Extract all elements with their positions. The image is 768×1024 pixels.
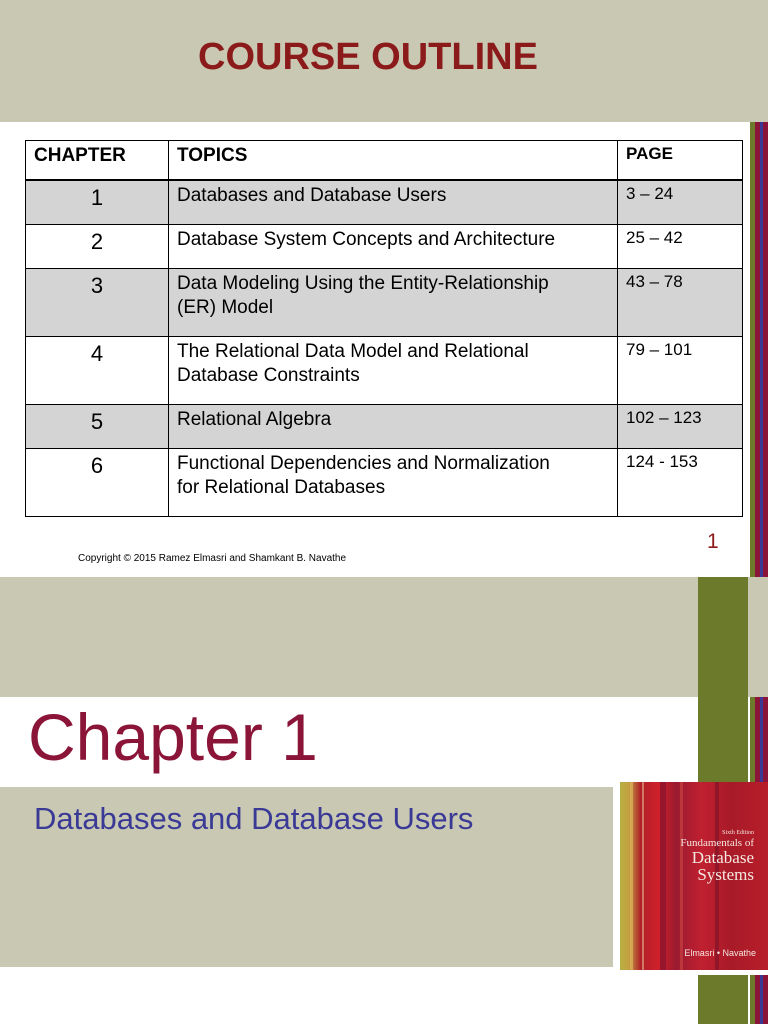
header-chapter: CHAPTER	[26, 141, 169, 181]
topic-text-continued: (ER) Model	[177, 296, 274, 318]
book-title-line: Database	[691, 848, 754, 867]
chapter-number: 4	[26, 336, 169, 404]
chapter-number: 5	[26, 404, 169, 448]
decorative-olive-block	[698, 577, 748, 783]
topic-text: Data Modeling Using the Entity-Relationship	[177, 272, 549, 294]
topic-text-continued: Database Constraints	[177, 364, 360, 386]
course-outline-table	[25, 140, 743, 517]
chapter-subtitle: Databases and Database Users	[34, 801, 474, 836]
book-title-line: Fundamentals of	[680, 837, 754, 849]
slide-title: COURSE OUTLINE	[198, 36, 538, 78]
chapter-number: 2	[26, 224, 169, 268]
table-row	[26, 224, 743, 268]
table-header-row	[26, 141, 743, 181]
topic-text: Functional Dependencies and Normalization	[177, 452, 550, 474]
book-edition: Sixth Edition	[722, 830, 754, 836]
topic-text: The Relational Data Model and Relational	[177, 340, 529, 362]
topic-text: Database System Concepts and Architecture	[177, 228, 556, 250]
book-cover-title	[680, 830, 754, 883]
topic-cell	[169, 336, 618, 404]
decorative-stripes	[750, 122, 768, 577]
chapter-title: Chapter 1	[28, 700, 318, 774]
topic-cell	[169, 180, 618, 224]
slide-header-band	[0, 577, 696, 697]
chapter-number: 1	[26, 180, 169, 224]
topic-cell	[169, 404, 618, 448]
page-range: 43 – 78	[618, 268, 743, 336]
table-row	[26, 336, 743, 404]
table-row	[26, 404, 743, 448]
page-range: 3 – 24	[618, 180, 743, 224]
topic-cell	[169, 448, 618, 516]
table-row	[26, 268, 743, 336]
header-page: PAGE	[618, 141, 743, 181]
slide-chapter-1	[0, 577, 768, 1024]
chapter-number: 3	[26, 268, 169, 336]
page-range: 79 – 101	[618, 336, 743, 404]
table-row	[26, 448, 743, 516]
topic-text: Relational Algebra	[177, 408, 332, 430]
topic-text-continued: for Relational Databases	[177, 476, 386, 498]
header-topics: TOPICS	[169, 141, 618, 181]
page-range: 25 – 42	[618, 224, 743, 268]
page-range: 124 - 153	[618, 448, 743, 516]
topic-cell	[169, 268, 618, 336]
slide-number: 1	[707, 530, 719, 553]
book-title-line: Systems	[697, 865, 754, 884]
topic-text: Databases and Database Users	[177, 185, 447, 206]
page-range: 102 – 123	[618, 404, 743, 448]
chapter-number: 6	[26, 448, 169, 516]
decorative-olive-block	[698, 975, 748, 1024]
book-authors: Elmasri • Navathe	[684, 948, 756, 958]
table-row	[26, 180, 743, 224]
decorative-stripes	[750, 697, 768, 783]
topic-cell	[169, 224, 618, 268]
book-cover-image	[620, 782, 768, 970]
decorative-stripes	[750, 975, 768, 1024]
copyright-notice: Copyright © 2015 Ramez Elmasri and Shamkant B. Navathe	[78, 553, 347, 564]
